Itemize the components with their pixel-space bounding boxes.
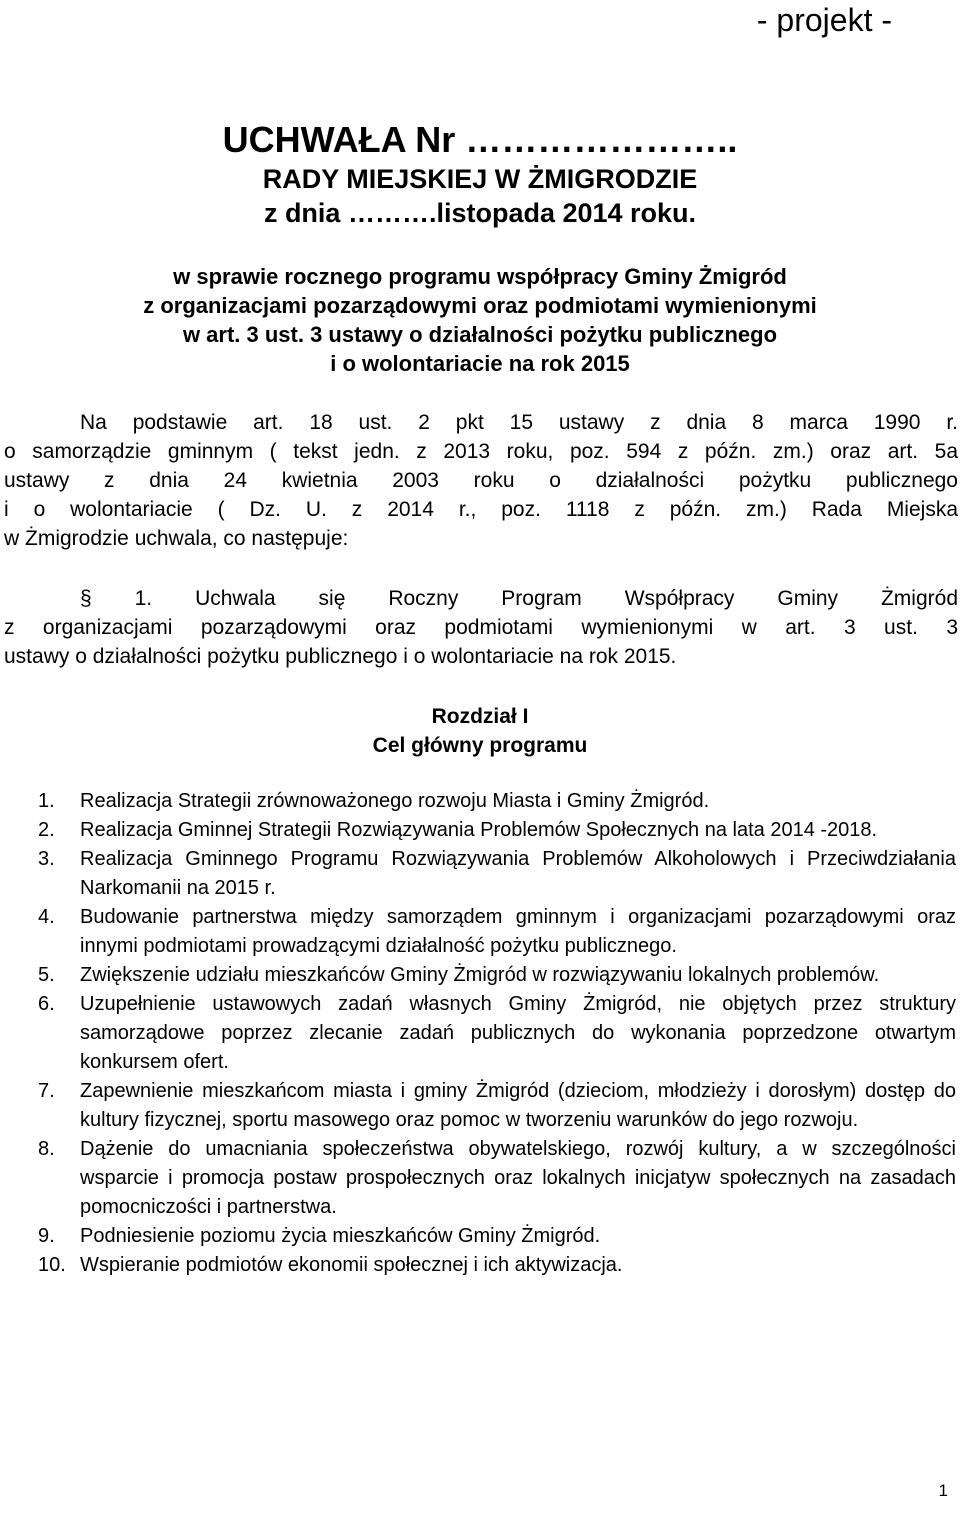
item-text: Budowanie partnerstwa między samorządem gminnym i organizacjami pozarządowymi oraz innymi podmiotami prowadzącymi działalność pożytku publicznego. xyxy=(80,906,956,957)
subject-line: i o wolontariacie na rok 2015 xyxy=(330,351,630,376)
item-number: 4. xyxy=(38,906,55,928)
list-item xyxy=(4,961,960,990)
preamble-line: ustawy z dnia 24 kwietnia 2003 roku o działalności pożytku publicznego xyxy=(4,469,958,492)
item-number: 10. xyxy=(38,1254,66,1276)
list-item xyxy=(4,1222,960,1251)
section-paragraph-line: § 1. Uchwala się Roczny Program Współpracy Gminy Żmigród xyxy=(80,587,958,610)
list-item xyxy=(4,990,960,1077)
preamble-line: i o wolontariacie ( Dz. U. z 2014 r., poz. 1118 z późn. zm.) Rada Miejska xyxy=(4,498,958,521)
list-item xyxy=(4,1135,960,1222)
item-number: 3. xyxy=(38,848,55,870)
preamble-line: w Żmigrodzie uchwala, co następuje: xyxy=(4,527,349,550)
item-number: 5. xyxy=(38,964,55,986)
item-text: Uzupełnienie ustawowych zadań własnych Gminy Żmigród, nie objętych przez struktury samorządowe poprzez zlecanie zadań publicznych do wykonania poprzedzone otwartym konkursem ofert. xyxy=(80,993,956,1073)
item-number: 6. xyxy=(38,993,55,1015)
chapter-number: Rozdział I xyxy=(431,705,529,728)
draft-label: - projekt - xyxy=(756,2,892,38)
item-number: 1. xyxy=(38,790,55,812)
section-paragraph-line: z organizacjami pozarządowymi oraz podmiotami wymienionymi w art. 3 ust. 3 xyxy=(4,616,958,639)
preamble-line: o samorządzie gminnym ( tekst jedn. z 2013 roku, poz. 594 z późn. zm.) oraz art. 5a xyxy=(4,440,958,463)
item-text: Dążenie do umacniania społeczeństwa obywatelskiego, rozwój kultury, a w szczególności wsparcie i promocja postaw prospołecznych oraz lokalnych inicjatyw społecznych na zasadach pomocniczości i partnerstwa. xyxy=(80,1138,956,1218)
item-text: Podniesienie poziomu życia mieszkańców Gminy Żmigród. xyxy=(80,1225,601,1247)
item-number: 2. xyxy=(38,819,55,841)
list-item xyxy=(4,1077,960,1135)
item-text: Zapewnienie mieszkańcom miasta i gminy Żmigród (dzieciom, młodzieży i dorosłym) dostęp do kultury fizycznej, sportu masowego oraz pomoc w tworzeniu warunków do jego rozwoju. xyxy=(80,1080,956,1131)
item-text: Realizacja Gminnego Programu Rozwiązywania Problemów Alkoholowych i Przeciwdziałania Narkomanii na 2015 r. xyxy=(80,848,956,899)
resolution-subject xyxy=(0,262,960,378)
item-number: 9. xyxy=(38,1225,55,1247)
goals-list xyxy=(4,787,960,1280)
item-text: Realizacja Gminnej Strategii Rozwiązywania Problemów Społecznych na lata 2014 -2018. xyxy=(80,819,878,841)
item-text: Realizacja Strategii zrównoważonego rozwoju Miasta i Gminy Żmigród. xyxy=(80,790,710,812)
resolution-date: z dnia ……….listopada 2014 roku. xyxy=(263,198,697,228)
council-name: RADY MIEJSKIEJ W ŻMIGRODZIE xyxy=(262,164,698,194)
item-text: Wspieranie podmiotów ekonomii społecznej i ich aktywizacja. xyxy=(80,1254,623,1276)
list-item xyxy=(4,1251,960,1280)
item-number: 7. xyxy=(38,1080,55,1102)
list-item xyxy=(4,816,960,845)
subject-line: w art. 3 ust. 3 ustawy o działalności pożytku publicznego xyxy=(182,322,778,347)
list-item xyxy=(4,903,960,961)
list-item xyxy=(4,787,960,816)
resolution-number: UCHWAŁA Nr ………………….. xyxy=(222,119,738,160)
section-paragraph-line: ustawy o działalności pożytku publicznego i o wolontariacie na rok 2015. xyxy=(4,645,677,668)
subject-line: z organizacjami pozarządowymi oraz podmiotami wymienionymi xyxy=(143,293,817,318)
item-text: Zwiększenie udziału mieszkańców Gminy Żmigród w rozwiązywaniu lokalnych problemów. xyxy=(80,964,880,986)
item-number: 8. xyxy=(38,1138,55,1160)
preamble-line: Na podstawie art. 18 ust. 2 pkt 15 ustawy z dnia 8 marca 1990 r. xyxy=(80,411,958,434)
list-item xyxy=(4,845,960,903)
page-number: 1 xyxy=(938,1481,948,1500)
chapter-title: Cel główny programu xyxy=(372,734,588,757)
subject-line: w sprawie rocznego programu współpracy Gminy Żmigród xyxy=(173,264,787,289)
